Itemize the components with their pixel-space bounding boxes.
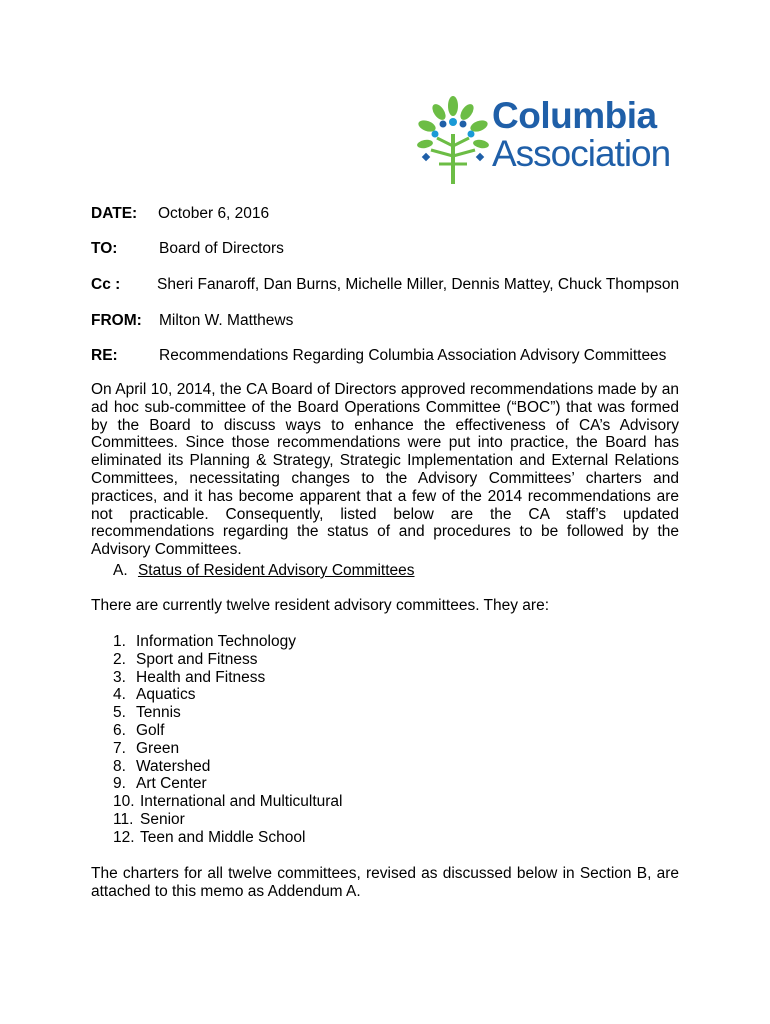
memo-re-row [91,347,667,365]
tree-emblem-icon [417,94,489,186]
re-label: RE: [91,347,118,364]
list-item-name: Information Technology [136,633,296,650]
columbia-association-logo [417,94,682,186]
list-item-number: 10. [113,793,135,811]
list-item [113,669,265,687]
list-item-name: Watershed [136,757,211,775]
list-item-number: 5. [113,704,126,722]
list-item-name: Sport and Fitness [136,650,258,668]
list-item-number: 1. [113,633,126,650]
list-item [113,686,195,704]
list-item-name: Tennis [136,704,181,722]
list-item [113,793,342,811]
to-label: TO: [91,240,118,257]
list-item-number: 7. [113,739,126,757]
list-item-name: Teen and Middle School [140,828,306,846]
list-item [113,651,257,669]
list-item-number: 8. [113,757,126,775]
list-item-name: Senior [140,811,185,828]
list-item-number: 11. [113,811,134,828]
section-a-heading [113,562,415,580]
list-item-name: Art Center [136,775,207,793]
list-item-name: International and Multicultural [140,793,343,811]
list-item [113,740,179,758]
list-item-name: Golf [136,722,165,739]
list-item-number: 3. [113,668,126,686]
memo-from-row [91,312,294,330]
list-item-name: Aquatics [136,686,196,704]
list-item [113,704,181,722]
list-item-number: 9. [113,775,126,793]
section-a-letter: A. [113,562,128,579]
list-item-number: 12. [113,828,135,846]
date-value: October 6, 2016 [158,205,270,222]
logo-wordmark-line2: Association [492,133,671,174]
list-item [113,811,185,829]
list-intro: There are currently twelve resident advisory committees. They are: [91,597,550,614]
cc-value: Sheri Fanaroff, Dan Burns, Michelle Miller, Dennis Mattey, Chuck Thompson [157,276,680,293]
list-item-name: Green [136,739,180,757]
memo-date-row [91,205,270,223]
memo-to-row [91,240,284,258]
date-label: DATE: [91,205,138,222]
re-value: Recommendations Regarding Columbia Association Advisory Committees [159,347,667,364]
list-item-number: 6. [113,722,126,739]
list-item [113,829,305,847]
list-item [113,775,207,793]
intro-paragraph: On April 10, 2014, the CA Board of Directors approved recommendations made by an ad hoc sub-committee of the Board Operations Committee (“BOC”) that was formed by the Board to discuss ways to enhance the effectiveness of CA’s Advisory Committees. Since those recommendations were put into practice, the Board has eliminated its Planning & Strategy, Strategic Implementation and External Relations Committees, necessitating changes to the Advisory Committees’ charters and practices, and it has become apparent that a few of the 2014 recommendations are not practicable. Consequently, listed below are the CA staff’s updated recommendations regarding the status of and procedures to be followed by the Advisory Committees. [91,381,679,559]
list-item-number: 2. [113,650,126,668]
list-item [113,633,296,651]
list-item [113,722,164,740]
cc-label: Cc : [91,276,121,293]
list-item-number: 4. [113,686,126,704]
list-item-name: Health and Fitness [136,668,266,686]
to-value: Board of Directors [159,240,284,257]
section-a-title: Status of Resident Advisory Committees [137,562,415,579]
memo-cc-row [91,276,680,294]
from-label: FROM: [91,312,142,329]
closing-paragraph: The charters for all twelve committees, revised as discussed below in Section B, are attached to this memo as Addendum A. [91,865,679,900]
logo-wordmark-line1: Columbia [492,95,657,136]
from-value: Milton W. Matthews [159,312,294,329]
list-item [113,758,210,776]
